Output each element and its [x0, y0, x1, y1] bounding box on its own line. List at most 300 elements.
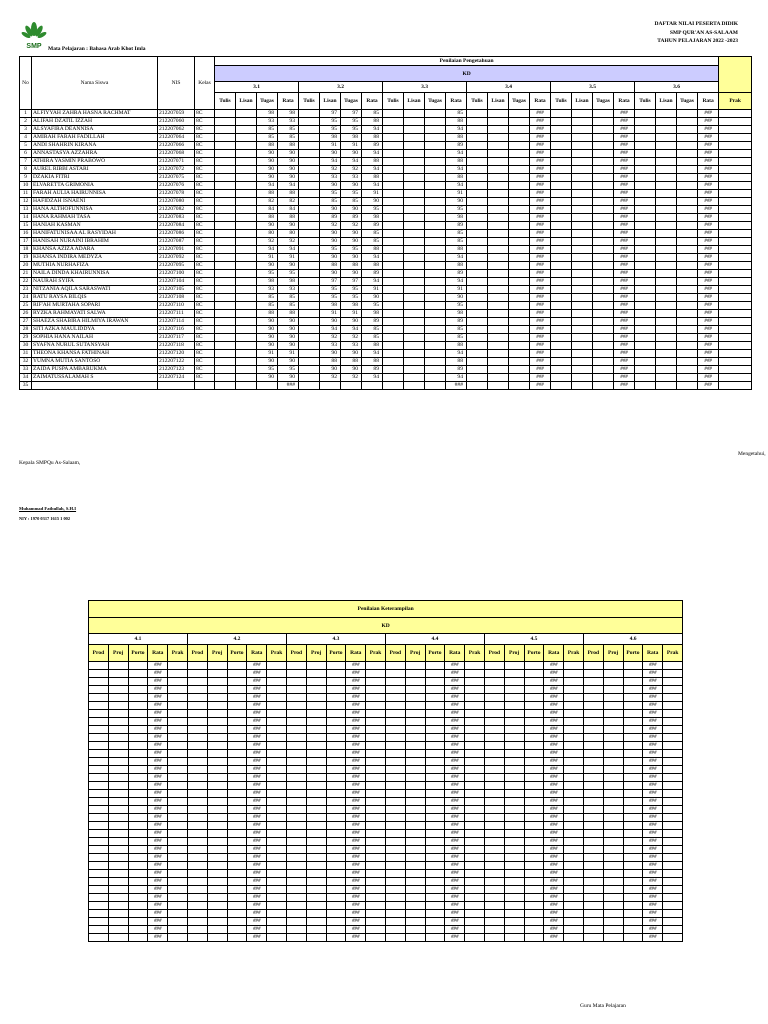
table-row: [20, 310, 752, 318]
grade-cell: ###: [698, 350, 719, 358]
grade-cell: 85: [257, 302, 278, 310]
grade-cell: [236, 230, 257, 238]
skill-grade-cell: [504, 774, 524, 782]
skill-grade-cell: [306, 742, 326, 750]
skill-grade-cell: ###: [544, 838, 564, 846]
student-nis: 212207114: [158, 318, 195, 326]
skill-grade-cell: ###: [346, 678, 366, 686]
grade-cell: 95: [257, 270, 278, 278]
grade-cell: [593, 222, 614, 230]
grade-cell: [215, 310, 236, 318]
skill-grade-cell: ###: [544, 782, 564, 790]
skill-grade-cell: [663, 718, 683, 726]
skill-grade-cell: [128, 910, 148, 918]
table-row: [89, 758, 683, 766]
grade-cell: [635, 334, 656, 342]
skill-grade-cell: [663, 806, 683, 814]
skill-grade-cell: [583, 902, 603, 910]
skill-grade-cell: [623, 782, 643, 790]
skill-grade-cell: [326, 806, 346, 814]
skill-grade-cell: [425, 822, 445, 830]
skill-grade-cell: [623, 902, 643, 910]
grade-cell: 90: [341, 230, 362, 238]
student-name: SITI AZKA MAULIDDYA: [32, 326, 158, 334]
skill-grade-cell: [385, 798, 405, 806]
grade-cell: ###: [530, 238, 551, 246]
grade-cell: [551, 214, 572, 222]
grade-cell: [488, 254, 509, 262]
skill-sub-col-header: Prak: [168, 645, 188, 662]
skill-grade-cell: [366, 846, 386, 854]
skill-grade-cell: [405, 766, 425, 774]
skill-grade-cell: [583, 702, 603, 710]
skill-grade-cell: ###: [643, 702, 663, 710]
skill-grade-cell: [306, 814, 326, 822]
grade-cell: [551, 318, 572, 326]
skill-grade-cell: [385, 670, 405, 678]
grade-cell: [677, 358, 698, 366]
skill-grade-cell: [425, 902, 445, 910]
grade-cell: [509, 190, 530, 198]
grade-cell: [299, 262, 320, 270]
grade-cell: [236, 270, 257, 278]
grade-cell: [425, 342, 446, 350]
grade-cell: ###: [698, 310, 719, 318]
skill-grade-cell: [89, 782, 109, 790]
skill-grade-cell: [405, 854, 425, 862]
grade-cell: [383, 238, 404, 246]
grade-cell: ###: [698, 110, 719, 118]
student-nis: 212207087: [158, 238, 195, 246]
skill-grade-cell: [663, 750, 683, 758]
skill-grade-cell: [326, 726, 346, 734]
grade-cell: 88: [446, 342, 467, 350]
skill-grade-cell: [168, 710, 188, 718]
skill-grade-cell: [366, 678, 386, 686]
skill-grade-cell: ###: [544, 718, 564, 726]
skill-grade-cell: [227, 806, 247, 814]
table-row: [89, 838, 683, 846]
grade-cell: [677, 302, 698, 310]
grade-cell: [215, 334, 236, 342]
row-number: 6: [20, 150, 32, 158]
skill-grade-cell: [663, 926, 683, 934]
skill-grade-cell: [227, 934, 247, 942]
grade-cell: [572, 166, 593, 174]
skill-grade-cell: [267, 782, 287, 790]
skill-grade-cell: [663, 790, 683, 798]
student-nis: 212207104: [158, 278, 195, 286]
grade-cell: [572, 334, 593, 342]
skill-grade-cell: [168, 758, 188, 766]
skill-grade-cell: [366, 766, 386, 774]
table-row: [20, 254, 752, 262]
skill-grade-cell: [286, 742, 306, 750]
title-line-1: DAFTAR NILAI PESERTA DIDIK: [654, 21, 738, 27]
grade-cell: 80: [278, 230, 299, 238]
grade-cell: 98: [257, 278, 278, 286]
skill-grade-cell: ###: [544, 758, 564, 766]
grade-cell: [215, 230, 236, 238]
grade-cell: ###: [614, 270, 635, 278]
grade-cell: [467, 230, 488, 238]
student-class: 8C: [195, 286, 215, 294]
table-row: [89, 782, 683, 790]
grade-cell: 94: [362, 374, 383, 382]
grade-cell: [404, 294, 425, 302]
grade-cell: 92: [320, 166, 341, 174]
grade-cell: 95: [341, 286, 362, 294]
skill-grade-cell: [89, 718, 109, 726]
table-row: [89, 822, 683, 830]
skill-grade-cell: [187, 814, 207, 822]
skill-grade-cell: [366, 710, 386, 718]
skill-grade-cell: [227, 918, 247, 926]
skill-grade-cell: [504, 806, 524, 814]
grade-cell: [488, 262, 509, 270]
skill-grade-cell: [425, 766, 445, 774]
skill-grade-cell: [583, 846, 603, 854]
skill-grade-cell: [89, 854, 109, 862]
skill-grade-cell: [385, 870, 405, 878]
grade-cell: [383, 254, 404, 262]
skill-grade-cell: [187, 694, 207, 702]
skill-grade-cell: [564, 926, 584, 934]
grade-cell: 88: [278, 310, 299, 318]
grade-cell: [656, 294, 677, 302]
grade-cell: [488, 158, 509, 166]
table-row: [20, 318, 752, 326]
grade-cell: [635, 278, 656, 286]
skill-grade-cell: [564, 830, 584, 838]
grade-cell: [425, 126, 446, 134]
skill-grade-cell: [663, 870, 683, 878]
skill-grade-cell: [306, 806, 326, 814]
skill-grade-cell: [484, 670, 504, 678]
grade-cell: [572, 326, 593, 334]
skill-grade-cell: [603, 662, 623, 670]
grade-cell: [656, 118, 677, 126]
skill-grade-cell: [366, 726, 386, 734]
grade-cell: 90: [278, 262, 299, 270]
prak-cell: [719, 374, 752, 382]
student-name: ELVARETTA GRIMONIA: [32, 182, 158, 190]
skill-grade-cell: [366, 918, 386, 926]
skill-grade-cell: [385, 718, 405, 726]
grade-cell: ###: [530, 206, 551, 214]
skill-grade-cell: [484, 766, 504, 774]
grade-cell: ###: [698, 230, 719, 238]
grade-cell: ###: [530, 318, 551, 326]
grade-cell: [551, 310, 572, 318]
skill-grade-cell: ###: [346, 918, 366, 926]
grade-cell: 90: [257, 374, 278, 382]
grade-cell: 90: [341, 270, 362, 278]
row-number: 32: [20, 358, 32, 366]
grade-cell: [551, 342, 572, 350]
skill-grade-cell: [564, 918, 584, 926]
table-row: [89, 718, 683, 726]
sub-col-header: Tulis: [383, 93, 404, 110]
skill-grade-cell: ###: [247, 854, 267, 862]
grade-cell: [656, 158, 677, 166]
grade-cell: ###: [530, 246, 551, 254]
grade-cell: [509, 214, 530, 222]
grade-cell: [572, 230, 593, 238]
skill-grade-cell: [326, 790, 346, 798]
kd-group-header: 3.1: [215, 82, 299, 93]
skill-grade-cell: [207, 910, 227, 918]
skill-grade-cell: ###: [445, 758, 465, 766]
row-number: 1: [20, 110, 32, 118]
table-row: [20, 366, 752, 374]
grade-cell: 88: [362, 158, 383, 166]
grade-cell: [551, 182, 572, 190]
skill-grade-cell: [663, 678, 683, 686]
grade-cell: [425, 182, 446, 190]
grade-cell: ###: [530, 214, 551, 222]
skill-grade-cell: [89, 934, 109, 942]
grade-cell: [656, 126, 677, 134]
student-nis: 212207092: [158, 254, 195, 262]
grade-cell: [383, 126, 404, 134]
grade-cell: ###: [530, 134, 551, 142]
table-row: [89, 662, 683, 670]
grade-cell: ###: [614, 342, 635, 350]
skill-grade-cell: [108, 886, 128, 894]
grade-cell: [236, 190, 257, 198]
row-number: 4: [20, 134, 32, 142]
grade-cell: ###: [614, 254, 635, 262]
student-class: 8C: [195, 230, 215, 238]
student-class: 8C: [195, 190, 215, 198]
grade-cell: [215, 126, 236, 134]
skill-grade-cell: [89, 742, 109, 750]
skill-grade-cell: [187, 846, 207, 854]
skill-grade-cell: [168, 894, 188, 902]
grade-cell: [299, 214, 320, 222]
skill-grade-cell: [663, 766, 683, 774]
grade-cell: 89: [446, 270, 467, 278]
grade-cell: ###: [698, 190, 719, 198]
row-number: 5: [20, 142, 32, 150]
skill-grade-cell: [89, 686, 109, 694]
row-number: 11: [20, 190, 32, 198]
skill-grade-cell: [306, 662, 326, 670]
skill-grade-cell: ###: [445, 838, 465, 846]
skill-grade-cell: [366, 662, 386, 670]
skill-grade-cell: [385, 710, 405, 718]
skill-grade-cell: ###: [346, 734, 366, 742]
grade-cell: 90: [320, 350, 341, 358]
grade-cell: [236, 318, 257, 326]
grade-cell: [677, 278, 698, 286]
grade-cell: [656, 214, 677, 222]
grade-cell: [236, 366, 257, 374]
grade-cell: [635, 374, 656, 382]
grade-cell: [656, 270, 677, 278]
skill-grade-cell: [524, 934, 544, 942]
grade-cell: [488, 302, 509, 310]
skill-grade-cell: [286, 782, 306, 790]
skill-sub-col-header: Rata: [643, 645, 663, 662]
skill-grade-cell: [603, 702, 623, 710]
skill-grade-cell: [385, 694, 405, 702]
skill-grade-cell: [267, 894, 287, 902]
skill-grade-cell: ###: [643, 710, 663, 718]
skill-grade-cell: [583, 862, 603, 870]
grade-cell: ###: [614, 382, 635, 390]
grade-cell: [299, 350, 320, 358]
skill-sub-col-header: Proj: [207, 645, 227, 662]
skill-grade-cell: [385, 726, 405, 734]
grade-cell: [425, 158, 446, 166]
skill-grade-cell: [108, 878, 128, 886]
skill-grade-cell: [623, 838, 643, 846]
grade-cell: 95: [341, 246, 362, 254]
table-row: [20, 182, 752, 190]
grade-cell: [656, 310, 677, 318]
skill-grade-cell: [89, 926, 109, 934]
skill-grade-cell: ###: [643, 846, 663, 854]
grade-cell: [635, 350, 656, 358]
skill-grade-cell: [524, 838, 544, 846]
grade-cell: [215, 350, 236, 358]
grade-cell: [299, 150, 320, 158]
skill-grade-cell: [465, 686, 485, 694]
skill-grade-cell: [89, 662, 109, 670]
skill-grade-cell: [326, 718, 346, 726]
skill-grade-cell: [89, 902, 109, 910]
table-row: [20, 150, 752, 158]
grade-cell: [467, 254, 488, 262]
skill-grade-cell: [326, 862, 346, 870]
grade-cell: ###: [530, 358, 551, 366]
grade-cell: [593, 166, 614, 174]
grade-cell: [509, 382, 530, 390]
grade-cell: [551, 294, 572, 302]
grade-cell: 93: [320, 174, 341, 182]
skill-grade-cell: [663, 918, 683, 926]
student-nis: 212207116: [158, 326, 195, 334]
skill-grade-cell: ###: [346, 814, 366, 822]
student-name: SOPHIA HANA NAILAH: [32, 334, 158, 342]
skill-grade-cell: [227, 702, 247, 710]
skill-grade-cell: [425, 710, 445, 718]
student-name: YUMNA MUTIA SANTOSO: [32, 358, 158, 366]
skill-grade-cell: ###: [445, 710, 465, 718]
skill-grade-cell: ###: [247, 878, 267, 886]
grade-cell: [572, 206, 593, 214]
grade-cell: [677, 342, 698, 350]
grade-cell: 94: [446, 254, 467, 262]
skill-grade-cell: [89, 766, 109, 774]
table-row: [89, 670, 683, 678]
grade-cell: [593, 118, 614, 126]
skill-grade-cell: [603, 870, 623, 878]
table-row: [20, 294, 752, 302]
skill-grade-cell: ###: [148, 750, 168, 758]
student-class: 8C: [195, 182, 215, 190]
prak-cell: [719, 214, 752, 222]
grade-cell: [551, 174, 572, 182]
skill-grade-cell: [168, 702, 188, 710]
grade-cell: ###: [614, 318, 635, 326]
grade-cell: ###: [530, 310, 551, 318]
prak-cell: [719, 198, 752, 206]
grade-cell: [677, 366, 698, 374]
skill-grade-cell: [326, 734, 346, 742]
skill-grade-cell: [425, 686, 445, 694]
grade-cell: 88: [257, 310, 278, 318]
grade-cell: 88: [278, 190, 299, 198]
grade-cell: [383, 222, 404, 230]
skill-grade-cell: [504, 934, 524, 942]
skill-grade-cell: [89, 918, 109, 926]
skill-grade-cell: [564, 806, 584, 814]
skill-grade-cell: [504, 790, 524, 798]
skill-grade-cell: [326, 926, 346, 934]
grade-cell: 88: [446, 134, 467, 142]
grade-cell: 89: [446, 366, 467, 374]
table-row: [89, 870, 683, 878]
grade-cell: [383, 342, 404, 350]
grade-cell: 85: [278, 134, 299, 142]
grade-cell: [236, 310, 257, 318]
skill-grade-cell: [603, 814, 623, 822]
school-logo: [20, 20, 48, 54]
skill-grade-cell: [108, 718, 128, 726]
skill-grade-cell: [603, 806, 623, 814]
skill-grade-cell: [227, 886, 247, 894]
prak-cell: [719, 182, 752, 190]
grade-cell: ###: [698, 262, 719, 270]
skill-grade-cell: [564, 814, 584, 822]
skill-grade-cell: ###: [544, 790, 564, 798]
skill-grade-cell: ###: [148, 694, 168, 702]
grade-cell: [488, 126, 509, 134]
skill-grade-cell: ###: [148, 886, 168, 894]
grade-cell: [635, 366, 656, 374]
grade-cell: [404, 118, 425, 126]
grade-cell: 90: [278, 150, 299, 158]
skill-sub-col-header: Porto: [326, 645, 346, 662]
skill-grade-cell: [504, 870, 524, 878]
skill-grade-cell: [168, 886, 188, 894]
skill-grade-cell: ###: [544, 670, 564, 678]
skill-grade-cell: [128, 750, 148, 758]
grade-cell: [635, 174, 656, 182]
grade-cell: [572, 158, 593, 166]
grade-cell: [551, 270, 572, 278]
table-row: [20, 350, 752, 358]
skill-grade-cell: [405, 702, 425, 710]
grade-cell: ###: [698, 142, 719, 150]
skill-grade-cell: ###: [445, 870, 465, 878]
grade-cell: 88: [362, 174, 383, 182]
skill-grade-cell: [504, 678, 524, 686]
skill-grade-cell: ###: [445, 750, 465, 758]
grade-cell: [677, 198, 698, 206]
skill-grade-cell: [405, 790, 425, 798]
grade-cell: [593, 198, 614, 206]
student-class: 8C: [195, 166, 215, 174]
skill-grade-cell: [187, 798, 207, 806]
table-row: [20, 262, 752, 270]
skill-grade-cell: [306, 798, 326, 806]
skill-grade-cell: [168, 718, 188, 726]
skill-grade-cell: ###: [247, 870, 267, 878]
